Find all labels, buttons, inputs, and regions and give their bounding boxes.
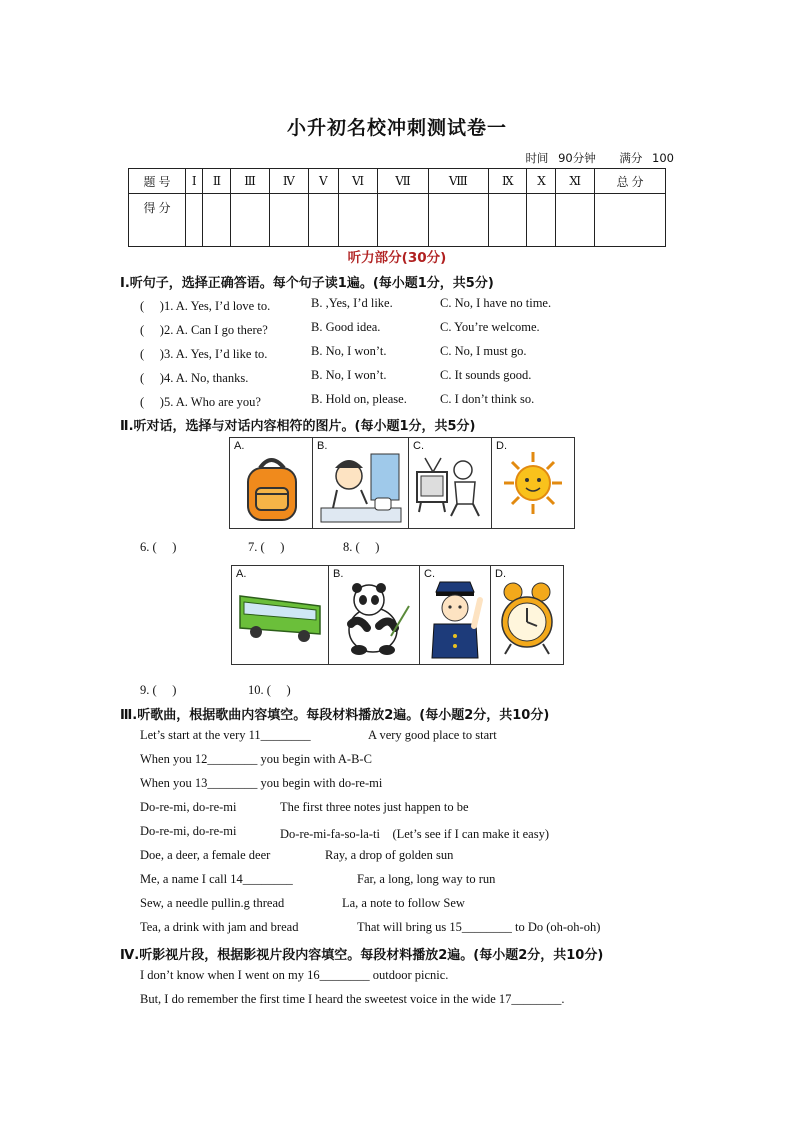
tv-watching-icon [409,438,491,528]
score-cell[interactable] [428,194,489,247]
score-header-cell: Ⅰ [186,169,203,194]
score-header-row [129,169,666,194]
score-cell[interactable] [309,194,338,247]
film-line: I don’t know when I went on my 16________ outdoor picnic. [140,968,449,982]
panda-icon [329,566,419,664]
picture-b [313,438,409,528]
q1-stem: ( )1. A. Yes, I’d love to. [140,299,271,313]
score-header-cell: Ⅴ [309,169,338,194]
section4-title: Ⅳ.听影视片段，根据影视片段内容填空。每段材料播放2遍。(每小题2分，共10分) [120,948,604,963]
q4-stem: ( )4. A. No, thanks. [140,371,249,385]
picture-label: A. [234,440,245,452]
q3-stem: ( )3. A. Yes, I’d like to. [140,347,268,361]
page-title: 小升初名校冲刺测试卷一 [286,117,507,139]
song-line-left: When you 12________ you begin with A-B-C [140,752,372,766]
song-line-left: Doe, a deer, a female deer [140,848,271,862]
score-cell[interactable] [203,194,231,247]
section3-title: Ⅲ.听歌曲，根据歌曲内容填空。每段材料播放2遍。(每小题2分，共10分) [120,708,550,723]
song-line-right: A very good place to start [368,728,497,742]
q4-option-b: B. No, I won’t. [311,368,387,382]
score-cell[interactable] [595,194,666,247]
song-line-left: Do-re-mi, do-re-mi [140,800,237,814]
score-row-label: 得 分 [129,194,186,247]
picture-row-2 [231,565,564,665]
score-header-cell: Ⅶ [378,169,428,194]
picture-label: B. [317,440,328,452]
picture-row-1 [229,437,575,529]
waking-boy-icon [313,438,408,528]
picture-label: C. [424,568,435,580]
exam-meta [519,150,674,166]
score-label: 满分 [619,151,643,165]
score-value-row [129,194,666,247]
picture-d [492,438,574,528]
picture-b [329,566,420,664]
backpack-icon [230,438,312,528]
picture-a [230,438,313,528]
time-label: 时间 [525,151,549,165]
policeman-icon [420,566,490,664]
q1-option-b: B. ,Yes, I’d like. [311,296,393,310]
picture-label: A. [236,568,247,580]
song-line-right: That will bring us 15________ to Do (oh-oh-oh) [357,920,601,934]
score-header-cell: 题 号 [129,169,186,194]
q1-option-c: C. No, I have no time. [440,296,552,310]
picture-c [409,438,492,528]
q2-stem: ( )2. A. Can I go there? [140,323,268,337]
picture-label: C. [413,440,424,452]
score-header-cell: Ⅺ [556,169,595,194]
song-line-right: Do-re-mi-fa-so-la-ti (Let’s see if I can make it easy) [280,827,549,841]
bus-icon [232,566,328,664]
sun-icon [492,438,574,528]
score-cell[interactable] [489,194,527,247]
q5-stem: ( )5. A. Who are you? [140,395,261,409]
q2-option-b: B. Good idea. [311,320,381,334]
song-line-left: Sew, a needle pullin.g thread [140,896,285,910]
song-line-left: Do-re-mi, do-re-mi [140,824,237,838]
song-line-left: When you 13________ you begin with do-re-mi [140,776,383,790]
time-value: 90分钟 [558,151,596,165]
score-cell[interactable] [231,194,269,247]
score-header-cell: 总 分 [595,169,666,194]
score-cell[interactable] [338,194,378,247]
score-header-cell: Ⅸ [489,169,527,194]
picture-label: D. [496,440,507,452]
score-header-cell: Ⅹ [527,169,556,194]
score-header-cell: Ⅲ [231,169,269,194]
q5-option-c: C. I don’t think so. [440,392,535,406]
picture-label: B. [333,568,344,580]
song-line-right: La, a note to follow Sew [342,896,465,910]
song-line-left: Me, a name I call 14________ [140,872,293,886]
alarm-clock-icon [491,566,563,664]
q2-option-c: C. You’re welcome. [440,320,540,334]
picture-a [232,566,329,664]
score-header-cell: Ⅳ [269,169,309,194]
answer-10[interactable]: 10. ( ) [248,683,291,697]
score-header-cell: Ⅱ [203,169,231,194]
score-cell[interactable] [186,194,203,247]
score-cell[interactable] [378,194,428,247]
score-header-cell: Ⅷ [428,169,489,194]
score-cell[interactable] [556,194,595,247]
picture-d [491,566,563,664]
score-table [128,168,666,247]
q3-option-c: C. No, I must go. [440,344,527,358]
picture-c [420,566,491,664]
score-cell[interactable] [269,194,309,247]
score-cell[interactable] [527,194,556,247]
listening-header: 听力部分(30分) [347,250,447,266]
song-line-right: Far, a long, long way to run [357,872,496,886]
q5-option-b: B. Hold on, please. [311,392,407,406]
song-line-right: Ray, a drop of golden sun [325,848,454,862]
film-line: But, I do remember the first time I heard the sweetest voice in the wide 17________. [140,992,565,1006]
song-line-left: Let’s start at the very 11________ [140,728,311,742]
score-header-cell: Ⅵ [338,169,378,194]
q3-option-b: B. No, I won’t. [311,344,387,358]
section2-title: Ⅱ.听对话，选择与对话内容相符的图片。(每小题1分，共5分) [120,419,476,434]
picture-label: D. [495,568,506,580]
song-line-left: Tea, a drink with jam and bread [140,920,299,934]
score-value: 100 [652,151,674,165]
answer-7[interactable]: 7. ( ) [248,540,285,554]
song-line-right: The first three notes just happen to be [280,800,469,814]
section1-title: Ⅰ.听句子，选择正确答语。每个句子读1遍。(每小题1分，共5分) [120,276,494,291]
answer-8[interactable]: 8. ( ) [343,540,380,554]
answer-6[interactable]: 6. ( ) [140,540,177,554]
answer-9[interactable]: 9. ( ) [140,683,177,697]
q4-option-c: C. It sounds good. [440,368,532,382]
